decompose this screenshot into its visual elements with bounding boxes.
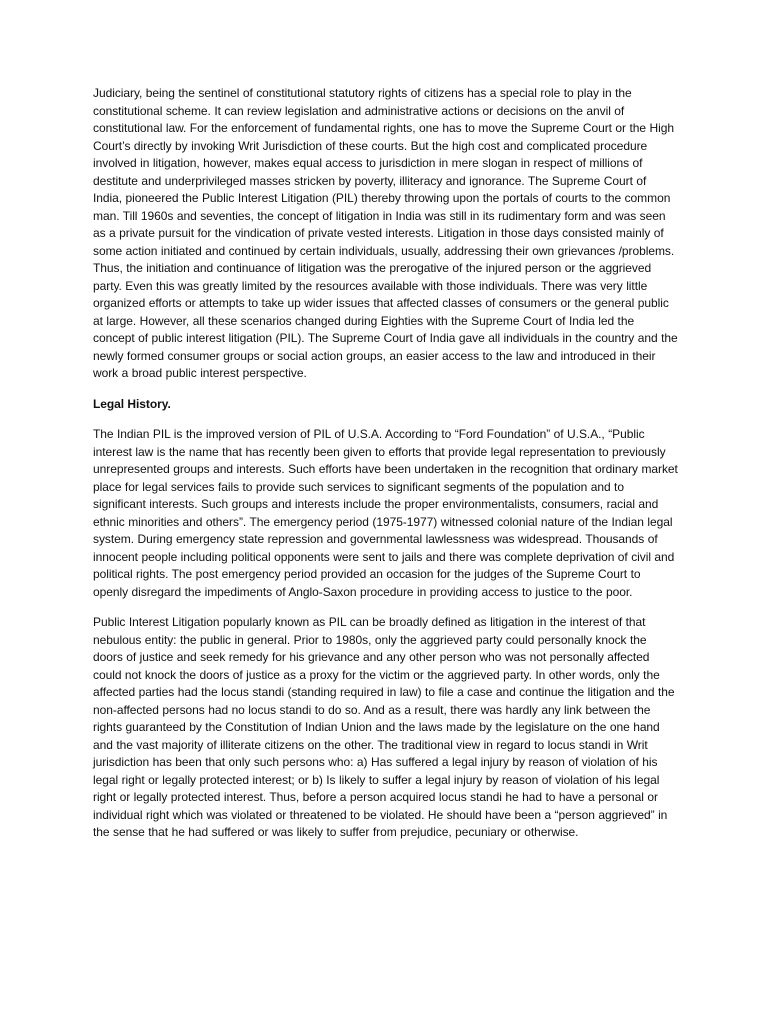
document-page (93, 85, 678, 855)
section-heading-legal-history: Legal History. (93, 396, 171, 411)
paragraph-indian-pil: The Indian PIL is the improved version of PIL of U.S.A. According to “Ford Foundation” of U.S.A., “Public interest law is the name that has recently been given to efforts that provide legal representation to previously unrepresented groups and interests. Such efforts have been undertaken in the recognition that ordinary market place for legal services fails to provide such services to significant segments of the population and to significant interests. Such groups and interests include the proper environmentalists, consumers, racial and ethnic minorities and others”. The emergency period (1975-1977) witnessed colonial nature of the Indian legal system. During emergency state repression and governmental lawlessness was widespread. Thousands of innocent people including political opponents were sent to jails and there was complete deprivation of civil and political rights. The post emergency period provided an occasion for the judges of the Supreme Court to openly disregard the impediments of Anglo-Saxon procedure in providing access to justice to the poor. (93, 427, 678, 599)
paragraph-pil-definition: Public Interest Litigation popularly known as PIL can be broadly defined as litigation in the interest of that nebulous entity: the public in general. Prior to 1980s, only the aggrieved party could personally knock the doors of justice and seek remedy for his grievance and any other person who was not personally affected could not knock the doors of justice as a proxy for the victim or the aggrieved party. In other words, only the affected parties had the locus standi (standing required in law) to file a case and continue the litigation and the non-affected persons had no locus standi to do so. And as a result, there was hardly any link between the rights guaranteed by the Constitution of Indian Union and the laws made by the legislature on the one hand and the vast majority of illiterate citizens on the other. The traditional view in regard to locus standi in Writ jurisdiction has been that only such persons who: a) Has suffered a legal injury by reason of violation of his legal right or legally protected interest; or b) Is likely to suffer a legal injury by reason of violation of his legal right or legally protected interest. Thus, before a person acquired locus standi he had to have a personal or individual right which was violated or threatened to be violated. He should have been a “person aggrieved” in the sense that he had suffered or was likely to suffer from prejudice, pecuniary or otherwise. (93, 615, 675, 839)
paragraph-judiciary: Judiciary, being the sentinel of constitutional statutory rights of citizens has a special role to play in the constitutional scheme. It can review legislation and administrative actions or decisions on the anvil of constitutional law. For the enforcement of fundamental rights, one has to move the Supreme Court or the High Court’s directly by invoking Writ Jurisdiction of these courts. But the high cost and complicated procedure involved in litigation, however, makes equal access to jurisdiction in mere slogan in respect of millions of destitute and underprivileged masses stricken by poverty, illiteracy and ignorance. The Supreme Court of India, pioneered the Public Interest Litigation (PIL) thereby throwing upon the portals of courts to the common man. Till 1960s and seventies, the concept of litigation in India was still in its rudimentary form and was seen as a private pursuit for the vindication of private vested interests. Litigation in those days consisted mainly of some action initiated and continued by certain individuals, usually, addressing their own grievances /problems. Thus, the initiation and continuance of litigation was the prerogative of the injured person or the aggrieved party. Even this was greatly limited by the resources available with those individuals. There was very little organized efforts or attempts to take up wider issues that affected classes of consumers or the general public at large. However, all these scenarios changed during Eighties with the Supreme Court of India led the concept of public interest litigation (PIL). The Supreme Court of India gave all individuals in the country and the newly formed consumer groups or social action groups, an easier access to the law and introduced in their work a broad public interest perspective. (93, 86, 678, 380)
